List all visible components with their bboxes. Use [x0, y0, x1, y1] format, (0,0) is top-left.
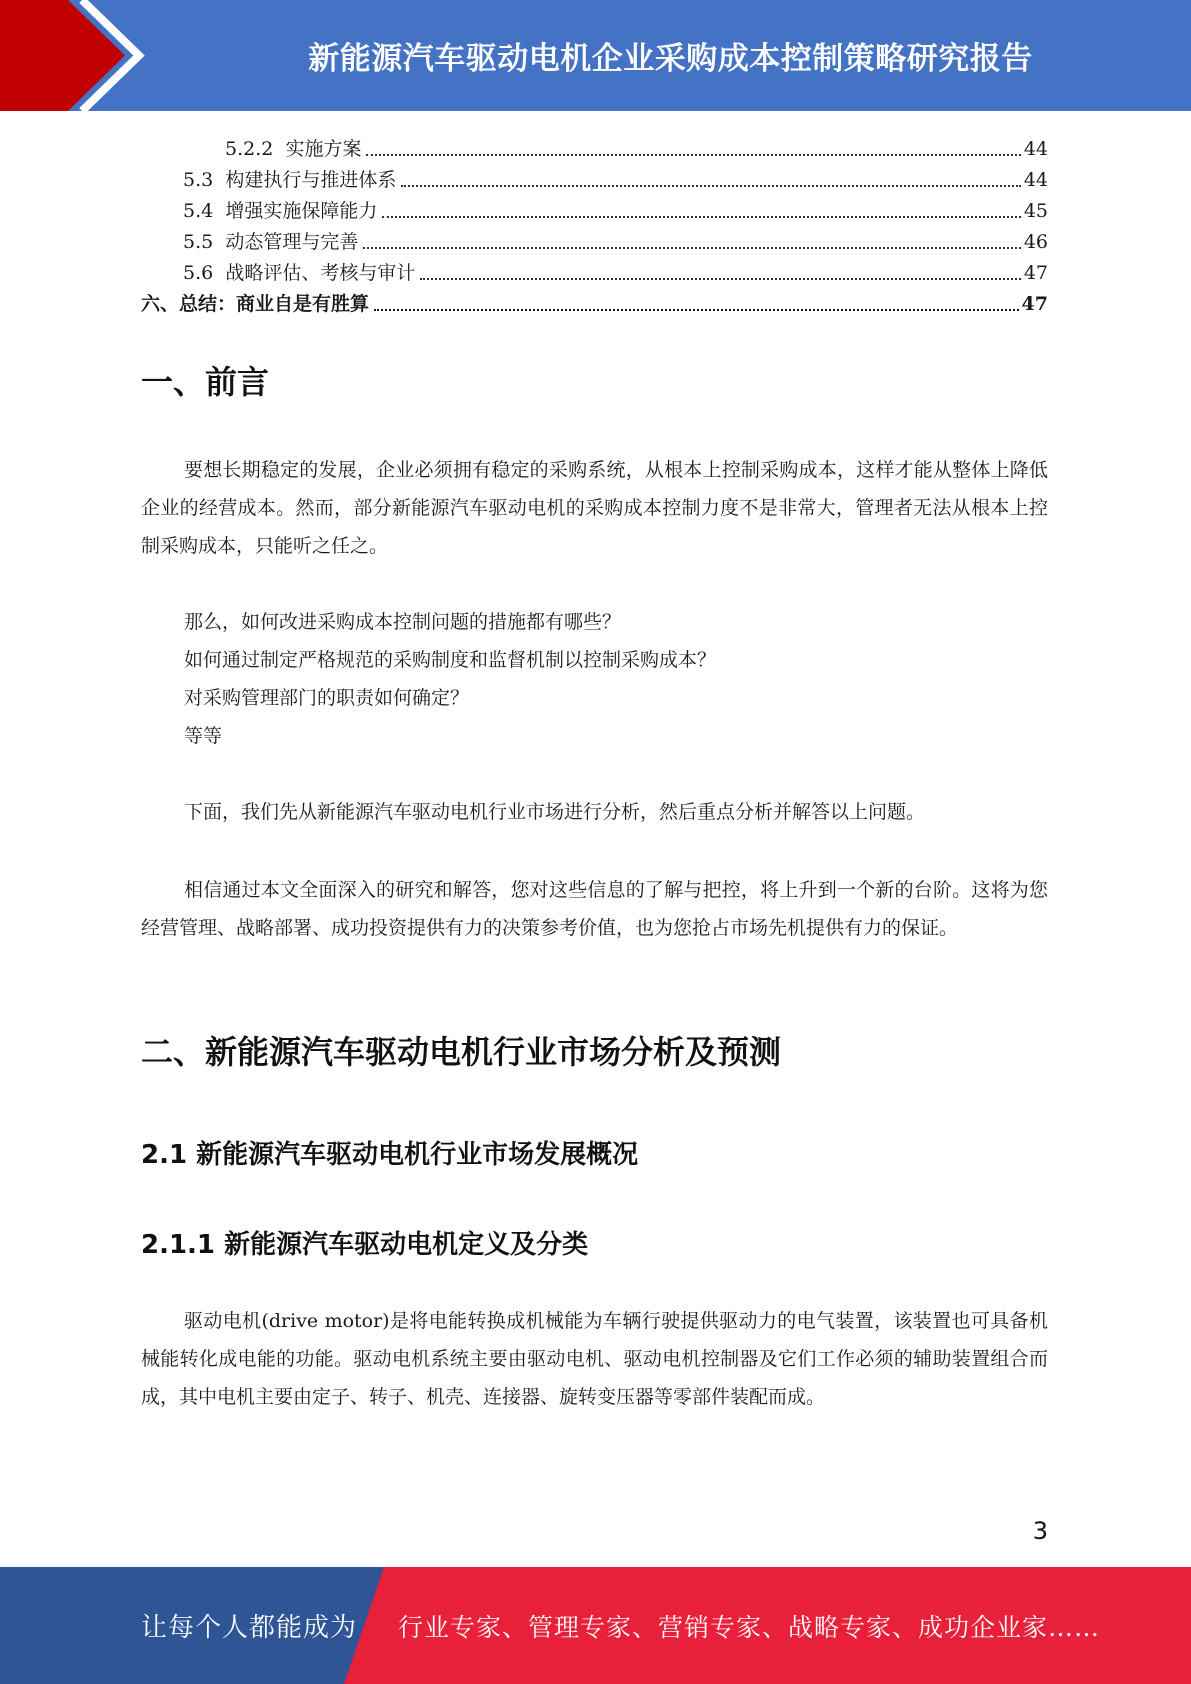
- toc-entry-label: 5.4 增强实施保障能力: [183, 200, 378, 222]
- toc-entry-label: 5.2.2 实施方案: [225, 138, 362, 160]
- section-heading-market-analysis: 二、新能源汽车驱动电机行业市场分析及预测: [141, 1033, 782, 1071]
- toc-page-number: 44: [1023, 169, 1048, 191]
- toc-entry-label: 5.5 动态管理与完善: [183, 231, 359, 253]
- question-line: 对采购管理部门的职责如何确定？: [184, 687, 470, 709]
- toc-entry[interactable]: [141, 192, 1048, 223]
- footer-slogan-right: 行业专家、管理专家、营销专家、战略专家、成功企业家……: [398, 1612, 1101, 1642]
- toc-leader-dots: [382, 216, 1020, 218]
- section-heading-preface: 一、前言: [141, 363, 270, 401]
- toc-page-number: 46: [1023, 231, 1048, 253]
- header-band: [0, 0, 1191, 111]
- preface-paragraph: 要想长期稳定的发展，企业必须拥有稳定的采购系统，从根本上控制采购成本，这样才能从整体上降低企业的经营成本。然而，部分新能源汽车驱动电机的采购成本控制力度不是非常大，管理者无法从根本上控制采购成本，只能听之任之。: [141, 459, 1048, 557]
- question-line: 那么，如何改进采购成本控制问题的措施都有哪些？: [184, 611, 622, 633]
- footer-band: [0, 1567, 1191, 1684]
- footer-slogan-left: 让每个人都能成为: [141, 1613, 358, 1643]
- toc-entry[interactable]: [141, 161, 1048, 192]
- closing-paragraph: 相信通过本文全面深入的研究和解答，您对这些信息的了解与把控，将上升到一个新的台阶。这将为您经营管理、战略部署、成功投资提供有力的决策参考价值，也为您抢占市场先机提供有力的保证。: [141, 879, 1048, 939]
- toc-entry[interactable]: [141, 254, 1048, 285]
- toc-entry-label: 5.3 构建执行与推进体系: [183, 169, 397, 191]
- red-arrow-shape: [0, 0, 125, 111]
- toc-page-number: 44: [1023, 138, 1048, 160]
- definition-paragraph: 驱动电机(drive motor)是将电能转换成机械能为车辆行驶提供驱动力的电气装置，该装置也可具备机械能转化成电能的功能。驱动电机系统主要由驱动电机、驱动电机控制器及它们工作必须的辅助装置组合而成，其中电机主要由定子、转子、机壳、连接器、旋转变压器等零部件装配而成。: [141, 1310, 1048, 1408]
- toc-entry[interactable]: [141, 223, 1048, 254]
- toc-leader-dots: [401, 185, 1020, 187]
- question-line: 等等: [184, 725, 223, 747]
- toc-leader-dots: [366, 154, 1020, 156]
- toc-page-number: 47: [1021, 293, 1048, 315]
- toc-entry[interactable]: [141, 285, 1048, 316]
- toc-page-number: 45: [1023, 200, 1048, 222]
- intro-paragraph: 下面，我们先从新能源汽车驱动电机行业市场进行分析，然后重点分析并解答以上问题。: [184, 801, 926, 823]
- toc-leader-dots: [420, 278, 1020, 280]
- report-title: 新能源汽车驱动电机企业采购成本控制策略研究报告: [308, 41, 1033, 77]
- question-line: 如何通过制定严格规范的采购制度和监督机制以控制采购成本？: [184, 649, 717, 671]
- subsection-heading: 2.1 新能源汽车驱动电机行业市场发展概况: [141, 1140, 639, 1170]
- toc-entry-label: 5.6 战略评估、考核与审计: [183, 262, 416, 284]
- page-number: 3: [1032, 1517, 1048, 1545]
- toc-entry-label: 六、总结：商业自是有胜算: [141, 293, 370, 315]
- toc-leader-dots: [374, 309, 1019, 311]
- header-arrow-graphic: [0, 0, 160, 111]
- table-of-contents: [141, 130, 1048, 316]
- toc-page-number: 47: [1023, 262, 1048, 284]
- toc-entry[interactable]: [141, 130, 1048, 161]
- subsubsection-heading: 2.1.1 新能源汽车驱动电机定义及分类: [141, 1230, 589, 1260]
- toc-leader-dots: [363, 247, 1020, 249]
